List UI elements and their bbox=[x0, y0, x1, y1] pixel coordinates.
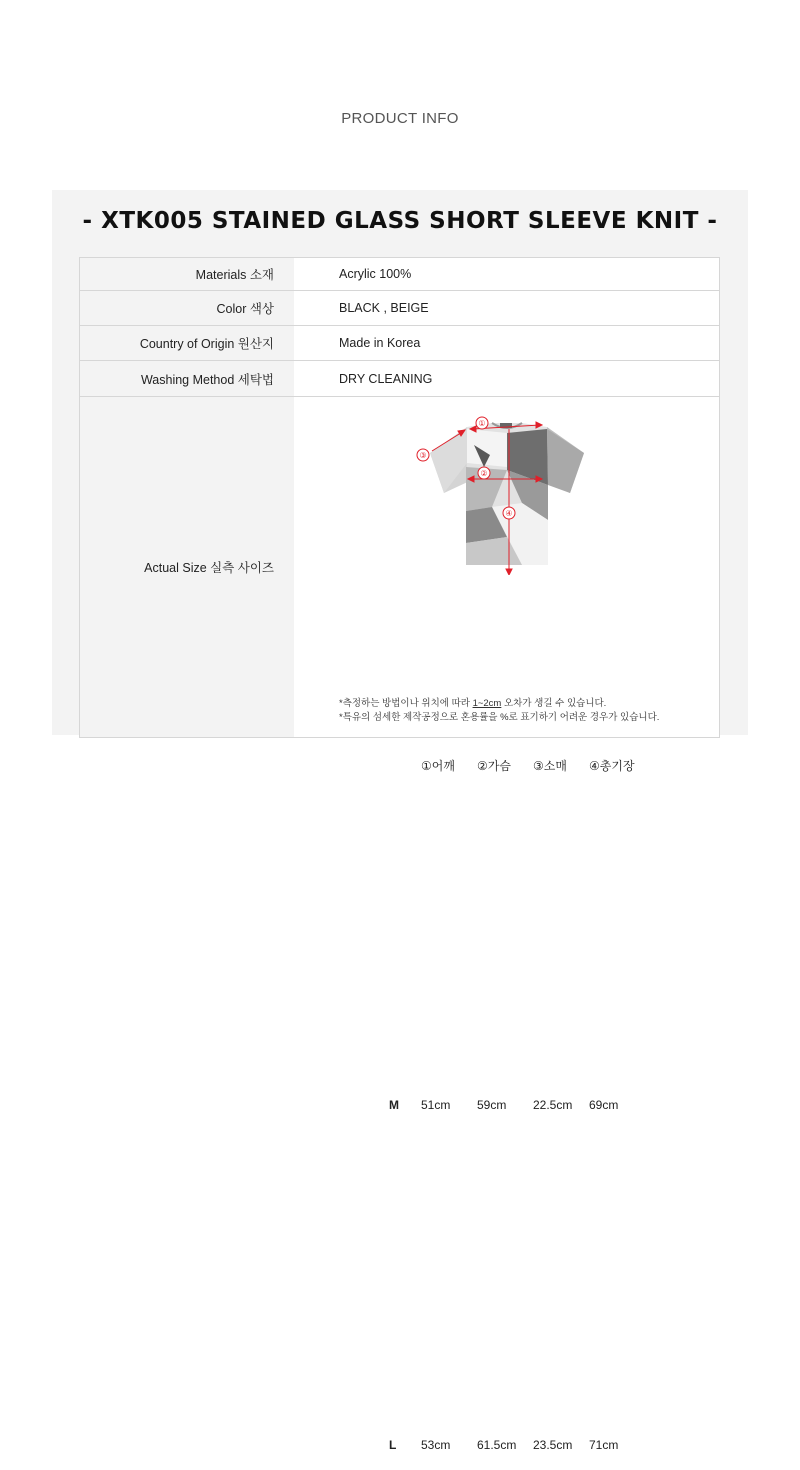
info-row-actual-size bbox=[80, 397, 720, 738]
marker-sleeve: ③ bbox=[419, 451, 427, 460]
info-row-washing bbox=[80, 361, 720, 397]
size-chart bbox=[294, 397, 719, 1452]
size-value: 61.5cm bbox=[477, 1438, 517, 1452]
product-title: - XTK005 STAINED GLASS SHORT SLEEVE KNIT - bbox=[82, 208, 718, 234]
size-row-l bbox=[389, 1275, 645, 1470]
knit-shirt-illustration bbox=[412, 415, 602, 575]
size-name: L bbox=[389, 1438, 397, 1452]
size-value: 53cm bbox=[421, 1438, 451, 1452]
size-value: 69cm bbox=[589, 1098, 619, 1112]
size-header: ④총기장 bbox=[589, 758, 635, 773]
size-measurement-table bbox=[389, 595, 645, 1470]
size-value: 51cm bbox=[421, 1098, 451, 1112]
info-label: Color 색상 bbox=[80, 291, 295, 326]
marker-length: ④ bbox=[505, 509, 513, 518]
size-value: 59cm bbox=[477, 1098, 507, 1112]
size-header: ③소매 bbox=[533, 758, 567, 773]
info-row-color bbox=[80, 291, 720, 326]
info-row-origin bbox=[80, 326, 720, 361]
marker-chest: ② bbox=[480, 469, 488, 478]
info-value: Acrylic 100% bbox=[294, 258, 720, 291]
size-header: ②가슴 bbox=[477, 758, 511, 773]
size-value: 71cm bbox=[589, 1438, 619, 1452]
section-label: PRODUCT INFO bbox=[341, 110, 459, 127]
size-value: 23.5cm bbox=[533, 1438, 573, 1452]
info-label: Washing Method 세탁법 bbox=[80, 361, 295, 397]
info-value: Made in Korea bbox=[294, 326, 720, 361]
size-header-row bbox=[389, 595, 645, 935]
note-line-2: *특유의 섬세한 제작공정으로 혼용률을 %로 표기하기 어려운 경우가 있습니다. bbox=[339, 712, 660, 723]
info-label: Country of Origin 원산지 bbox=[80, 326, 295, 361]
note-line-1: *측정하는 방법이나 위치에 따라 1~2cm 오차가 생길 수 있습니다. bbox=[339, 698, 607, 709]
info-value: DRY CLEANING bbox=[294, 361, 720, 397]
info-value: BLACK , BEIGE bbox=[294, 291, 720, 326]
size-cell bbox=[294, 397, 720, 1452]
size-row-m bbox=[389, 935, 645, 1275]
size-name: M bbox=[389, 1098, 399, 1112]
marker-shoulder: ① bbox=[478, 419, 486, 428]
info-label: Materials 소재 bbox=[80, 258, 295, 291]
size-notes bbox=[339, 697, 659, 725]
size-value: 22.5cm bbox=[533, 1098, 573, 1112]
info-label: Actual Size 실측 사이즈 bbox=[80, 397, 295, 738]
info-row-materials bbox=[80, 258, 720, 291]
size-header: ①어깨 bbox=[421, 758, 455, 773]
product-info-table bbox=[79, 257, 720, 1452]
